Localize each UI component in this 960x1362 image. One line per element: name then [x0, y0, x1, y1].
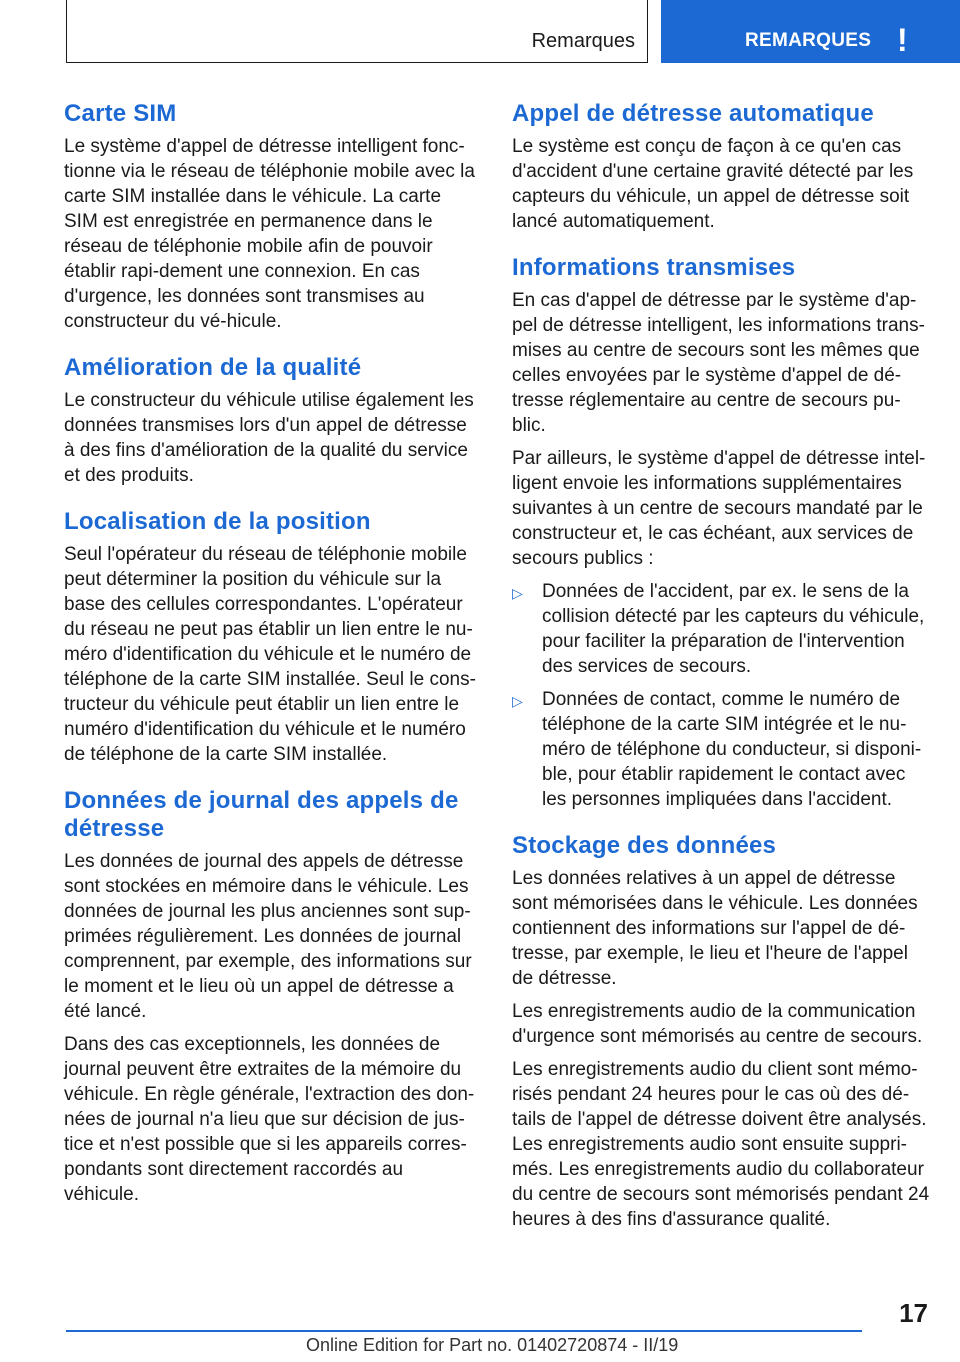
- header-section-tab: [661, 0, 960, 63]
- section-localisation: [64, 508, 479, 767]
- section-sim-card: [64, 100, 479, 334]
- section-heading: Localisation de la position: [64, 508, 371, 535]
- section-auto-call: [512, 100, 930, 234]
- paragraph: Les enregistrements audio du client sont mémo‐risés pendant 24 heures pour le cas où des dé‐tails de l'appel de détresse doivent être analysés. Les enregistrements audio sont ensuite suppri‐més. Les enregistrements audio du collaborateur du centre de secours sont mémorisés pendant 24 heures à des fins d'assurance qualité.: [512, 1059, 930, 1230]
- section-quality: [64, 354, 479, 488]
- section-log-data: [64, 787, 479, 1207]
- paragraph: En cas d'appel de détresse par le système d'ap‐pel de détresse intelligent, les informations trans‐mises au centre de secours sont les mêmes que celles envoyées par le système d'appel de dé‐tresse réglementaire au centre de secours pu‐blic.: [512, 290, 925, 436]
- paragraph: Seul l'opérateur du réseau de téléphonie mobile peut déterminer la position du véhicule sur la base des cellules correspondantes. L'opérateur du réseau ne peut pas établir un lien entre le nu‐méro d'identification du véhicule et le numéro de téléphone de la carte SIM installée. Seul le cons‐tructeur du véhicule peut établir un lien entre le numéro d'identification du véhicule et le numéro de téléphone de la carte SIM installée.: [64, 544, 476, 765]
- list-item-text: Données de contact, comme le numéro de téléphone de la carte SIM intégrée et le nu‐méro de téléphone du conducteur, si disponi‐ble, pour établir rapidement le contact avec les personnes impliquées dans l'accident.: [542, 689, 922, 810]
- section-data-storage: [512, 832, 930, 1232]
- footer-divider: [66, 1330, 862, 1332]
- edition-note: Online Edition for Part no. 01402720874 - II/19: [306, 1335, 679, 1355]
- paragraph: Le constructeur du véhicule utilise également les données transmises lors d'un appel de détresse à des fins d'amélioration de la qualité du service et des produits.: [64, 390, 474, 486]
- right-column: [512, 100, 930, 1252]
- paragraph: Les données de journal des appels de détresse sont stockées en mémoire dans le véhicule. Les données de journal les plus anciennes sont sup‐primées régulièrement. Les données de journal comprennent, par exemple, des informations sur le moment et le lieu où un appel de détresse a été lancé.: [64, 851, 472, 1022]
- left-column: [64, 100, 479, 1227]
- paragraph: Le système est conçu de façon à ce qu'en cas d'accident d'une certaine gravité détecté par les capteurs du véhicule, un appel de détresse soit lancé automatiquement.: [512, 136, 914, 232]
- paragraph: Dans des cas exceptionnels, les données de journal peuvent être extraites de la mémoire du véhicule. En règle générale, l'extraction des don‐nées de journal n'a lieu que sur décision de jus‐tice et n'est possible que si les appareils corres‐pondants sont directement raccordés au véhicule.: [64, 1034, 475, 1205]
- section-heading: Amélioration de la qualité: [64, 354, 362, 381]
- bullet-list: [512, 579, 930, 812]
- paragraph: Le système d'appel de détresse intelligent fonc‐tionne via le réseau de téléphonie mobile avec la carte SIM installée dans le véhicule. La carte SIM est enregistrée en permanence dans le réseau de téléphonie mobile afin de pouvoir établir rapi‐dement une connexion. En cas d'urgence, les données sont transmises au constructeur du vé‐hicule.: [64, 136, 475, 332]
- page-number: 17: [899, 1298, 928, 1328]
- triangle-bullet-icon: ▷: [512, 693, 523, 709]
- section-heading: Stockage des données: [512, 832, 777, 859]
- paragraph: Les enregistrements audio de la communication d'urgence sont mémorisés au centre de secours.: [512, 1001, 923, 1047]
- section-transmitted-info: [512, 254, 930, 812]
- exclamation-icon: !: [897, 22, 908, 58]
- paragraph: Les données relatives à un appel de détresse sont mémorisées dans le véhicule. Les données contiennent des informations sur l'appel de dé‐tresse, par exemple, le lieu et l'heure de l'appel de détresse.: [512, 868, 918, 989]
- section-label: REMARQUES: [745, 30, 872, 51]
- section-heading: Données de journal des appels de détresse: [64, 787, 459, 842]
- header-chapter-box: [66, 0, 648, 63]
- list-item: [512, 687, 930, 812]
- section-heading: Carte SIM: [64, 100, 177, 127]
- section-heading: Informations transmises: [512, 254, 796, 281]
- section-heading: Appel de détresse automatique: [512, 100, 874, 127]
- paragraph: Par ailleurs, le système d'appel de détresse intel‐ligent envoie les informations supplémentaires suivantes à un centre de secours mandaté par le constructeur et, le cas échéant, aux services de secours publics :: [512, 448, 926, 569]
- chapter-title: Remarques: [531, 30, 635, 52]
- list-item: [512, 579, 930, 679]
- list-item-text: Données de l'accident, par ex. le sens de la collision détecté par les capteurs du véhicule, pour faciliter la préparation de l'intervention des services de secours.: [542, 581, 925, 677]
- triangle-bullet-icon: ▷: [512, 585, 523, 601]
